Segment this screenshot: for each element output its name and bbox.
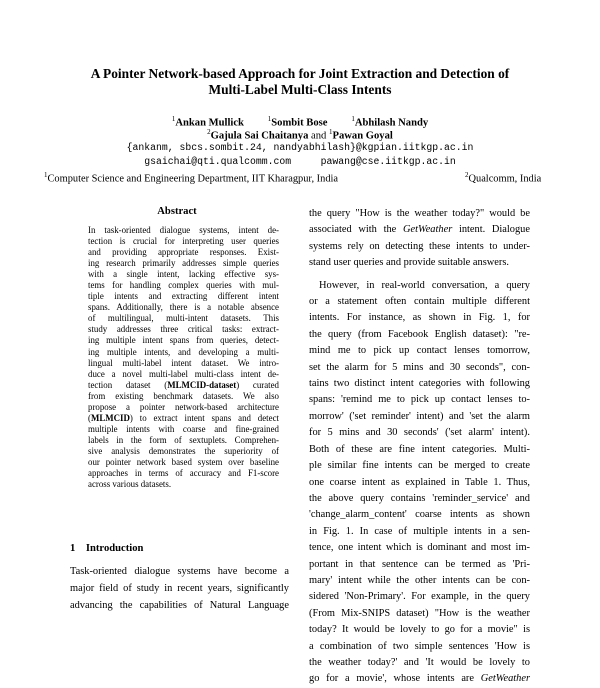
author-name: Abhilash Nandy: [354, 117, 429, 129]
author-name: Gajula Sai Chaitanya: [210, 130, 309, 142]
abstract-line: multiple intents with coarse and fine-grained: [88, 423, 279, 434]
abstract-line: across various datasets.: [88, 479, 172, 490]
author-emails-2: [40, 155, 560, 168]
affiliation-sup: 1: [44, 171, 48, 179]
abstract-line: duce a novel multi-label multi-class intent de-: [88, 368, 279, 379]
right-line: morrow' ('set reminder' intent) and 'set the alarm: [309, 410, 530, 422]
right-line: the above query contains 'reminder_service' and: [309, 492, 530, 504]
abstract-line: ing multiple intent spans from queries, detect-: [88, 335, 279, 346]
right-line: tains two distinct intent categories with following: [309, 378, 530, 390]
right-line: today? It would be lovely to go for a movie" is: [309, 624, 530, 636]
author-name: Ankan Mullick: [175, 117, 244, 129]
intro-line: advancing the capabilities of Natural Language: [70, 599, 289, 611]
affiliation-text: Qualcomm, India: [468, 173, 542, 185]
abstract-line: tection is crucial for interpreting user queries: [88, 236, 279, 247]
author-sup: 1: [351, 115, 355, 123]
abstract-line: sive analysis demonstrates the superiority of: [88, 445, 279, 456]
abstract-line: tection dataset (MLMCID-dataset) curated: [88, 379, 279, 390]
abstract-line: of multilingual, multi-intent datasets. This: [88, 313, 279, 324]
affiliation-left: [44, 169, 338, 185]
right-line: the query (from Facebook English dataset): "re-: [309, 328, 530, 340]
introduction-body: [70, 564, 289, 614]
right-line: 'change_alarm_content' coarse intents as shown: [309, 509, 530, 521]
affiliation-text: Computer Science and Engineering Department, IIT Kharagpur, India: [47, 173, 339, 185]
right-line: systems rely on detecting these intents to under-: [309, 240, 530, 252]
right-line: (From Mix-SNIPS dataset) "How is the weather: [309, 607, 530, 619]
right-line: associated with the GetWeather intent. Dialogue: [309, 224, 530, 236]
right-line: one coarse intent as explained in Table 1. Thus,: [309, 476, 530, 488]
abstract-line: tiple intents and extracting different intent: [88, 291, 279, 302]
intro-line: major field of study in recent years, significantly: [70, 582, 289, 594]
author-sup: 1: [171, 115, 176, 123]
author-conjunction: and: [311, 130, 327, 142]
abstract-line: propose a pointer network-based architecture: [88, 401, 279, 412]
right-line: sidered 'Non-Primary'. For example, in the query: [309, 591, 530, 603]
section-number: 1: [70, 543, 76, 554]
right-line: the weather today?' and 'It would be lovely to: [309, 656, 530, 668]
right-line: go for a movie', whose intents are GetWeather: [309, 673, 530, 685]
title-line-1: A Pointer Network-based Approach for Joint Extraction and Detection of: [90, 66, 510, 81]
right-line: portant in that sentence can be termed as 'Pri-: [309, 558, 530, 570]
email-left: gsaichai@qti.qualcomm.com: [144, 156, 292, 167]
right-column-body: [309, 206, 530, 688]
abstract-heading: Abstract: [157, 206, 197, 217]
abstract-line: (MLMCID) to extract intent spans and detect: [88, 412, 279, 423]
abstract-line: labels in the form of sextuplets. Comprehen-: [88, 434, 279, 445]
right-line: intents. For instance, as shown in Fig. 1, for: [309, 312, 530, 324]
author-sup: 2: [207, 128, 211, 136]
author-name: Pawan Goyal: [332, 130, 393, 142]
author-sup: 1: [328, 128, 333, 136]
right-line: mary' intent while the other intents can be con-: [309, 574, 530, 586]
author-emails-1: {ankanm, sbcs.sombit.24, nandyabhilash}@kgpian.iitkgp.ac.in: [126, 142, 474, 153]
abstract-line: ing multiple intents, and developing a multi-: [88, 346, 279, 357]
email-right: pawang@cse.iitkgp.ac.in: [320, 156, 456, 167]
intro-line: Task-oriented dialogue systems have become a: [70, 566, 289, 577]
abstract-line: and providing appropriate responses. Exist-: [88, 247, 279, 258]
abstract-line: study addresses three critical tasks: extract-: [88, 324, 279, 335]
affiliation-right: [465, 169, 541, 185]
right-line: for 5 mins and 30 seconds' ('set alarm' intent).: [309, 427, 530, 439]
author-sup: 1: [267, 115, 272, 123]
abstract-line: spans. Additionally, there is a notable absence: [88, 302, 279, 313]
abstract-line: approaches in terms of accuracy and F1-score: [88, 468, 279, 479]
abstract-line: ing research primarily addresses simple queries: [88, 258, 279, 269]
section-title: Introduction: [85, 543, 144, 554]
right-line: stand user queries and provide suitable answers.: [309, 257, 509, 269]
abstract-line: tems for handling complex queries with mul-: [88, 280, 279, 291]
abstract-line: lingual multi-label intent dataset. We intro-: [88, 357, 279, 368]
abstract-body: [88, 225, 279, 490]
affiliation-sup: 2: [465, 171, 469, 179]
right-line: spans: 'remind me to pick up contact lenses to-: [309, 394, 530, 406]
right-line: the query "How is the weather today?" would be: [309, 208, 530, 219]
right-line: mind me to pick up contact lenses tomorrow,: [309, 345, 530, 357]
right-line: ple similar fine intents can be merged to create: [309, 460, 530, 472]
right-line: set the alarm for 5 mins and 30 seconds", con-: [309, 361, 530, 373]
abstract-line: In task-oriented dialogue systems, intent de-: [88, 225, 279, 235]
right-line: in Fig. 1. In case of multiple intents in a sen-: [309, 525, 530, 537]
right-line: or a statement often contain multiple different: [309, 296, 530, 308]
right-line: However, in real-world conversation, a query: [319, 279, 530, 291]
abstract-line: our pointer network based system over baseline: [88, 456, 279, 467]
author-name: Sombit Bose: [271, 117, 328, 129]
right-line: Both of these are fine intent categories. Multi-: [309, 443, 530, 455]
abstract-line: from existing benchmark datasets. We also: [88, 390, 279, 401]
section-heading-introduction: [70, 543, 143, 554]
abstract-line: with a single intent, lacking effective sys-: [88, 269, 279, 280]
right-line: tence, one intent which is dominant and most im-: [309, 542, 530, 554]
right-line: a combination of two simple sentences 'How is: [309, 640, 530, 652]
title-line-2: Multi-Label Multi-Class Intents: [208, 82, 392, 97]
paper-title: [40, 66, 560, 98]
